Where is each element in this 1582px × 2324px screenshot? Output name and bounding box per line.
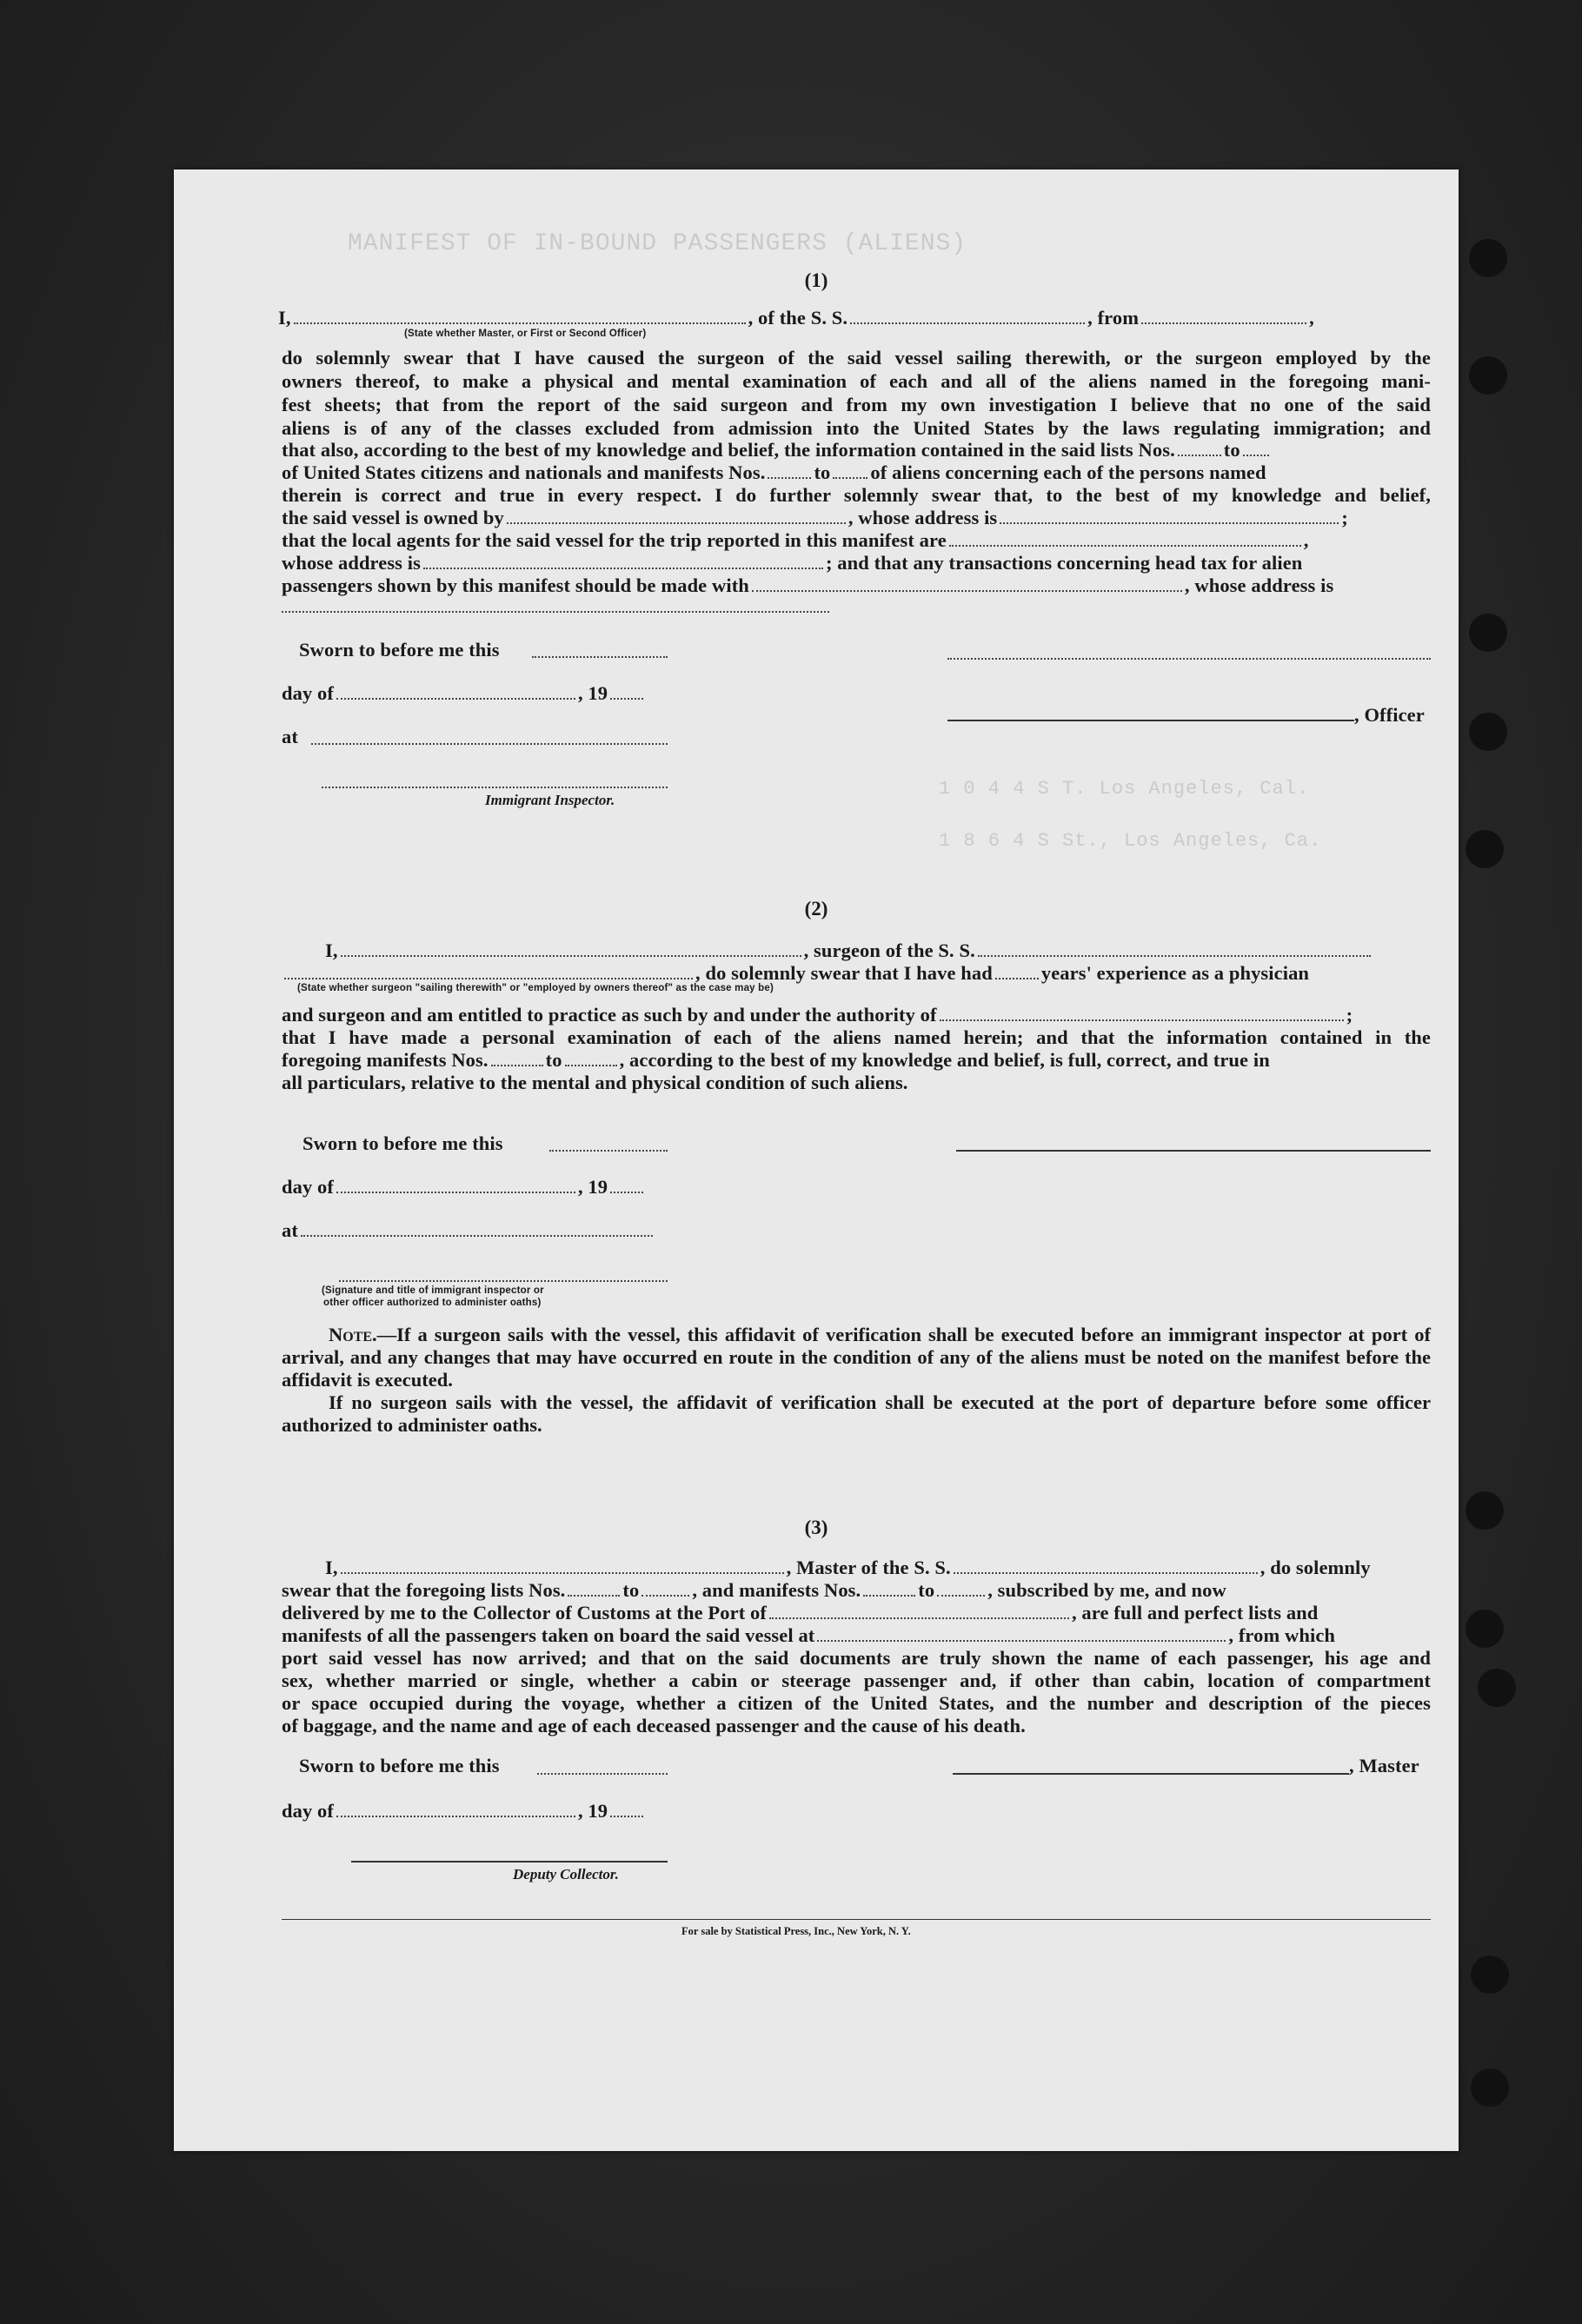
blank-line xyxy=(537,1773,668,1775)
paragraph-line: owners thereof, to make a physical and mental examination of each and all of the aliens named in the foregoing mani- xyxy=(282,370,1431,392)
paragraph-line: the said vessel is owned by , whose address is ; xyxy=(282,507,1348,528)
note-paragraph: Note.—If a surgeon sails with the vessel, this affidavit of verification shall be executed before an immigrant inspector at port of arrival, and any changes that may have occurred en route in the condition of any of the aliens must be noted on the manifest before the affidavit is executed. xyxy=(282,1324,1431,1391)
binder-hole xyxy=(1466,830,1504,868)
oath-paragraph xyxy=(282,347,1431,440)
manifest-form-page xyxy=(174,169,1459,2151)
binder-hole xyxy=(1466,1491,1504,1530)
oath-line: , do solemnly swear that I have had years' experience as a physician xyxy=(282,962,1309,985)
oath-line: swear that the foregoing lists Nos. to , and manifests Nos. to , subscribed by me, and now xyxy=(282,1579,1226,1601)
section-number: (3) xyxy=(804,1517,828,1538)
blank-line xyxy=(282,611,829,613)
day-label: day of , 19 xyxy=(282,682,646,705)
binder-hole xyxy=(1471,2068,1509,2107)
signature-line xyxy=(953,1773,1349,1775)
oath-line: delivered by me to the Collector of Customs at the Port of , are full and perfect lists and xyxy=(282,1602,1319,1623)
paragraph-line: fest sheets; that from the report of the said surgeon and from my own investigation I believe that no one of the said xyxy=(282,394,1431,415)
master-label: , Master xyxy=(1349,1755,1419,1776)
blank-line xyxy=(311,743,668,745)
paragraph-line: that I have made a personal examination of each of the aliens named herein; and that the information contained in the xyxy=(282,1026,1431,1048)
footer-rule xyxy=(282,1919,1431,1920)
officer-label: , Officer xyxy=(1354,704,1425,726)
bleed-through-text: MANIFEST OF IN-BOUND PASSENGERS (ALIENS) xyxy=(348,230,967,257)
signature-caption: other officer authorized to administer oaths) xyxy=(323,1298,542,1308)
paragraph-line: all particulars, relative to the mental and physical condition of such aliens. xyxy=(282,1072,908,1093)
signer-title: Deputy Collector. xyxy=(513,1866,619,1882)
signature-line xyxy=(956,1150,1431,1152)
section-number: (1) xyxy=(804,269,828,291)
signature-line xyxy=(322,787,668,788)
paragraph-line: aliens is of any of the classes excluded from admission into the United States by the laws regulating immigration; and xyxy=(282,417,1431,439)
paragraph-line: that also, according to the best of my knowledge and belief, the information contained in the said lists Nos. to xyxy=(282,439,1272,461)
binder-hole xyxy=(1469,614,1507,652)
day-label: day of , 19 xyxy=(282,1176,646,1199)
paragraph-line: or space occupied during the voyage, whether a citizen of the United States, and the number and description of the pieces xyxy=(282,1692,1431,1714)
oath-line: I, , of the S. S. , from , xyxy=(278,307,1314,329)
paragraph-line: sex, whether married or single, whether a cabin or steerage passenger and, if other than cabin, location of compartment xyxy=(282,1670,1431,1691)
sworn-label: Sworn to before me this xyxy=(299,1755,500,1776)
blank-line xyxy=(532,656,668,658)
note-paragraph: If no surgeon sails with the vessel, the affidavit of verification shall be executed at the port of departure before some officer authorized to administer oaths. xyxy=(282,1391,1431,1436)
signature-line xyxy=(351,1861,668,1863)
binder-hole xyxy=(1466,1610,1504,1648)
binder-hole xyxy=(1469,356,1507,395)
oath-line: I, , surgeon of the S. S. xyxy=(325,940,1373,962)
field-caption: (State whether Master, or First or Second Officer) xyxy=(404,329,647,339)
paragraph-line: and surgeon and am entitled to practice as such by and under the authority of ; xyxy=(282,1004,1353,1026)
binder-hole xyxy=(1471,1955,1509,1994)
section-number: (2) xyxy=(804,898,828,920)
bleed-through-text: 1 0 4 4 S T. Los Angeles, Cal. xyxy=(939,778,1310,800)
printer-imprint: For sale by Statistical Press, Inc., New York, N. Y. xyxy=(681,1925,911,1937)
paragraph-line: do solemnly swear that I have caused the surgeon of the said vessel sailing therewith, or the surgeon employed by the xyxy=(282,347,1431,369)
paragraph-line: port said vessel has now arrived; and that on the said documents are truly shown the name of each passenger, his age and xyxy=(282,1647,1431,1669)
sworn-label: Sworn to before me this xyxy=(302,1132,503,1154)
at-label: at xyxy=(282,726,298,747)
signer-title: Immigrant Inspector. xyxy=(485,792,615,808)
binder-hole xyxy=(1469,239,1507,277)
binder-hole xyxy=(1478,1669,1516,1707)
signature-line xyxy=(947,658,1431,660)
paragraph-line: passengers shown by this manifest should be made with , whose address is xyxy=(282,574,1334,596)
oath-line: I, , Master of the S. S. , do solemnly xyxy=(325,1557,1371,1578)
sworn-label: Sworn to before me this xyxy=(299,639,500,661)
paragraph-line: that the local agents for the said vessel for the trip reported in this manifest are , xyxy=(282,529,1309,551)
paragraph-line: therein is correct and true in every respect. I do further solemnly swear that, to the best of my knowledge and belief, xyxy=(282,484,1431,506)
at-label: at xyxy=(282,1219,655,1242)
signature-line xyxy=(339,1280,668,1282)
binder-hole xyxy=(1469,713,1507,751)
blank-line xyxy=(549,1150,668,1152)
note-label: Note. xyxy=(329,1324,377,1345)
signature-caption: (Signature and title of immigrant inspector or xyxy=(322,1285,544,1296)
paragraph-line: of United States citizens and nationals and manifests Nos. to of aliens concerning each of the persons named xyxy=(282,461,1266,483)
bleed-through-text: 1 8 6 4 S St., Los Angeles, Ca. xyxy=(939,830,1322,852)
day-label: day of , 19 xyxy=(282,1800,646,1823)
paragraph-line: whose address is ; and that any transactions concerning head tax for alien xyxy=(282,552,1303,574)
field-caption: (State whether surgeon "sailing therewith" or "employed by owners thereof" as the case may be) xyxy=(297,983,774,993)
oath-line: manifests of all the passengers taken on board the said vessel at , from which xyxy=(282,1624,1336,1646)
paragraph-line: foregoing manifests Nos. to , according to the best of my knowledge and belief, is full, correct, and true in xyxy=(282,1049,1270,1071)
signature-line xyxy=(947,720,1354,721)
paragraph-line: of baggage, and the name and age of each deceased passenger and the cause of his death. xyxy=(282,1715,1026,1736)
